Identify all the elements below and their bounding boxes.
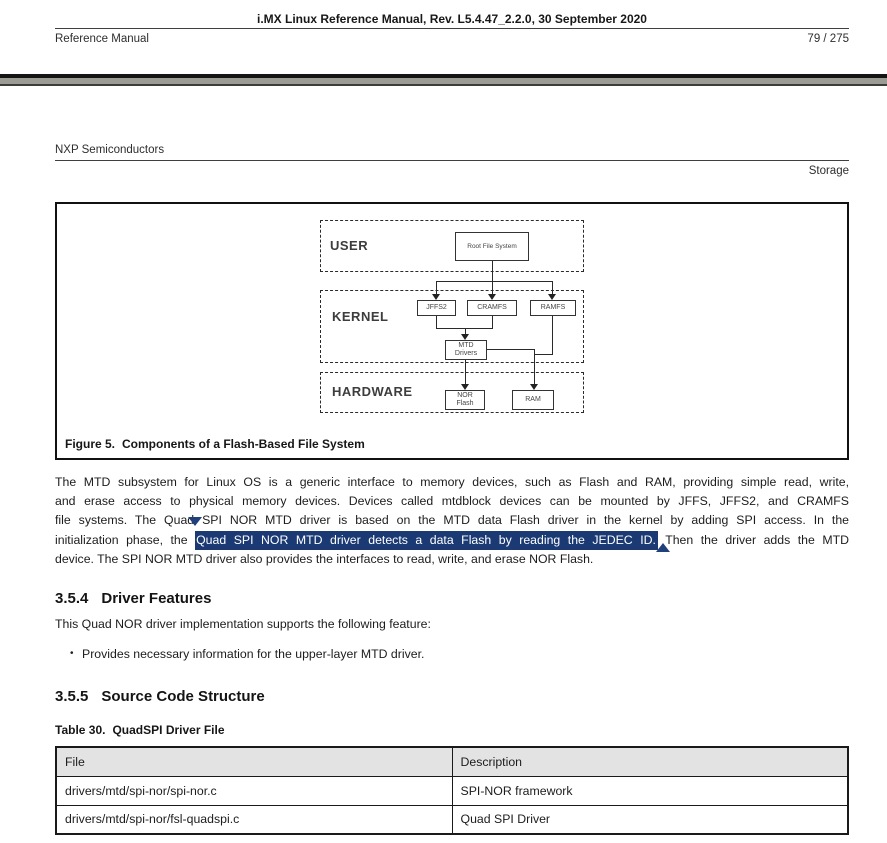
paragraph-line bbox=[55, 531, 849, 550]
figure-caption-title: Components of a Flash-Based File System bbox=[122, 437, 365, 451]
arrow-down-icon bbox=[530, 384, 538, 390]
arrow-down-icon bbox=[432, 294, 440, 300]
connector-line bbox=[534, 354, 553, 355]
node-cramfs: CRAMFS bbox=[467, 300, 517, 316]
document-type-label: Reference Manual bbox=[55, 33, 149, 45]
figure-caption-number: Figure 5. bbox=[65, 437, 116, 451]
node-mtd-line2: Drivers bbox=[454, 350, 478, 357]
node-mtd-line1: MTD bbox=[458, 342, 474, 349]
figure-flash-file-system bbox=[55, 202, 849, 460]
node-nor-line2: Flash bbox=[456, 400, 474, 407]
selection-end-handle[interactable] bbox=[656, 543, 670, 552]
connector-line bbox=[492, 261, 493, 281]
section-heading-driver-features bbox=[55, 591, 849, 606]
publisher-rule bbox=[55, 160, 849, 161]
paragraph-text: initialization phase, the bbox=[55, 532, 196, 547]
section-heading-source-code bbox=[55, 689, 849, 704]
header-rule bbox=[55, 28, 849, 29]
cell-file: drivers/mtd/spi-nor/spi-nor.c bbox=[56, 776, 452, 805]
kernel-layer-label: KERNEL bbox=[332, 309, 389, 324]
bullet-text: Provides necessary information for the upper-layer MTD driver. bbox=[82, 647, 425, 662]
table-row bbox=[56, 805, 848, 834]
node-mtd-drivers bbox=[445, 340, 487, 360]
paragraph-line: The MTD subsystem for Linux OS is a generic interface to memory devices, such as Flash and RAM, providing simple read, write, bbox=[55, 475, 849, 489]
section-number: 3.5.4 bbox=[55, 590, 89, 608]
node-nor-flash bbox=[445, 390, 485, 410]
node-nor-line1: NOR bbox=[457, 392, 473, 399]
chapter-label: Storage bbox=[808, 165, 849, 177]
page-number-indicator: 79 / 275 bbox=[807, 33, 849, 45]
connector-line bbox=[436, 281, 437, 295]
table-header-row bbox=[56, 747, 848, 776]
connector-line bbox=[465, 360, 466, 384]
selected-text[interactable]: Quad SPI NOR MTD driver detects a data Flash by reading the JEDEC ID. bbox=[195, 531, 658, 550]
bullet-item bbox=[55, 647, 849, 661]
node-jffs2: JFFS2 bbox=[417, 300, 456, 316]
paragraph-line: device. The SPI NOR MTD driver also provides the interfaces to read, write, and erase NOR Flash. bbox=[55, 551, 594, 566]
arrow-down-icon bbox=[461, 384, 469, 390]
cell-description: SPI-NOR framework bbox=[452, 776, 848, 805]
node-ramfs: RAMFS bbox=[530, 300, 576, 316]
connector-line bbox=[487, 349, 534, 350]
figure-caption bbox=[65, 437, 365, 451]
section-intro-text: This Quad NOR driver implementation supports the following feature: bbox=[55, 617, 431, 632]
section-title: Source Code Structure bbox=[101, 688, 265, 706]
driver-file-table bbox=[55, 746, 849, 835]
connector-line bbox=[436, 281, 553, 282]
column-header-file: File bbox=[56, 747, 452, 776]
selection-start-handle[interactable] bbox=[188, 517, 202, 526]
document-title: i.MX Linux Reference Manual, Rev. L5.4.47_2.2.0, 30 September 2020 bbox=[257, 12, 647, 26]
connector-line bbox=[436, 316, 437, 328]
paragraph-line: and erase access to physical memory devices. Devices called mtdblock devices can be mounted by JFFS, JFFS2, and CRAMFS bbox=[55, 494, 849, 509]
page-separator-bar bbox=[0, 74, 887, 86]
user-layer-label: USER bbox=[330, 238, 369, 253]
paragraph-line: file systems. The Quad SPI NOR MTD driver is based on the MTD data Flash driver in the kernel by adding SPI access. In the bbox=[55, 513, 849, 528]
cell-file: drivers/mtd/spi-nor/fsl-quadspi.c bbox=[56, 805, 452, 834]
page-content bbox=[0, 143, 887, 835]
connector-line bbox=[552, 281, 553, 295]
paragraph-text: Then the driver adds the MTD bbox=[657, 532, 849, 547]
table-caption-number: Table 30. bbox=[55, 723, 106, 738]
arrow-down-icon bbox=[548, 294, 556, 300]
table-caption bbox=[55, 723, 849, 737]
section-title: Driver Features bbox=[101, 590, 212, 608]
running-header bbox=[0, 0, 887, 46]
node-root-file-system: Root File System bbox=[455, 232, 529, 261]
column-header-description: Description bbox=[452, 747, 848, 776]
publisher-label: NXP Semiconductors bbox=[55, 144, 165, 156]
cell-description: Quad SPI Driver bbox=[452, 805, 848, 834]
table-caption-title: QuadSPI Driver File bbox=[112, 723, 225, 738]
body-paragraph bbox=[55, 473, 849, 569]
arrow-down-icon bbox=[461, 334, 469, 340]
connector-line bbox=[492, 281, 493, 295]
node-ram: RAM bbox=[512, 390, 554, 410]
bullet-icon: • bbox=[70, 648, 74, 660]
section-number: 3.5.5 bbox=[55, 688, 89, 706]
table-row bbox=[56, 776, 848, 805]
arrow-down-icon bbox=[488, 294, 496, 300]
connector-line bbox=[552, 316, 553, 354]
hardware-layer-label: HARDWARE bbox=[332, 384, 413, 399]
connector-line bbox=[492, 316, 493, 328]
